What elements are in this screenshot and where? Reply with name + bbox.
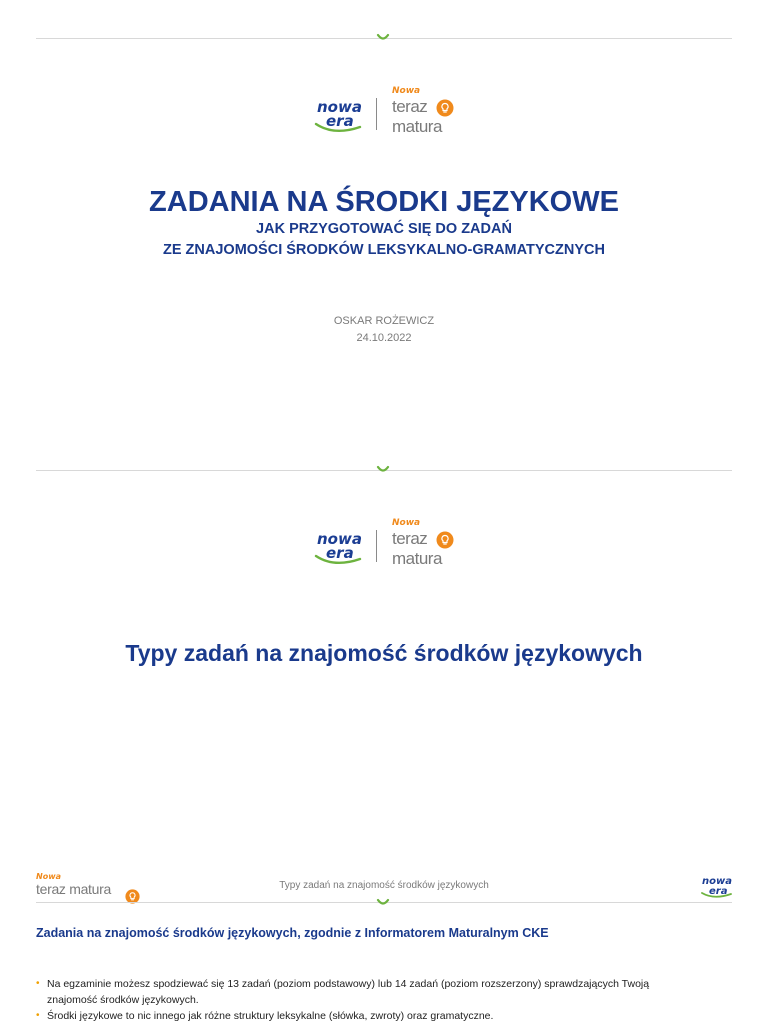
brand-logo xyxy=(314,86,464,142)
presentation-title: ZADANIA NA ŚRODKI JĘZYKOWE xyxy=(149,186,619,218)
nowa-era-line2: era xyxy=(709,886,728,897)
bullet-icon: • xyxy=(36,978,40,989)
bullet-text-line-2: znajomość środków językowych. xyxy=(47,994,199,1006)
matura-label: matura xyxy=(392,117,442,136)
slide-section xyxy=(0,432,768,864)
teraz-matura-logo xyxy=(386,518,466,574)
logo-divider xyxy=(376,98,377,130)
subtitle-line-1: JAK PRZYGOTOWAĆ SIĘ DO ZADAŃ xyxy=(256,221,512,237)
nowa-era-line1: nowa xyxy=(317,98,362,116)
smile-accent-icon xyxy=(376,33,390,41)
teraz-label: teraz xyxy=(392,529,428,548)
matura-label: matura xyxy=(392,549,442,568)
nowa-label: Nowa xyxy=(392,86,421,96)
nowa-label: Nowa xyxy=(36,872,61,881)
bullet-icon: • xyxy=(36,1010,40,1021)
presentation-date: 24.10.2022 xyxy=(356,332,412,344)
author-name: OSKAR ROŻEWICZ xyxy=(333,315,435,327)
nowa-label: Nowa xyxy=(392,518,421,528)
nowa-era-line2: era xyxy=(326,544,354,562)
list-item xyxy=(36,1008,726,1024)
brand-logo xyxy=(314,518,464,574)
nowa-era-logo xyxy=(700,874,734,898)
nowa-era-line1: nowa xyxy=(317,530,362,548)
lightbulb-icon xyxy=(436,531,454,549)
teraz-matura-logo xyxy=(386,86,466,142)
content-subtitle: Zadania na znajomość środków językowych, zgodnie z Informatorem Maturalnym CKE xyxy=(36,926,549,940)
nowa-era-line1: nowa xyxy=(702,876,732,887)
bullet-text-line-1: Na egzaminie możesz spodziewać się 13 zadań (poziom podstawowy) lub 14 zadań (poziom rozszerzony) sprawdzających Twoją xyxy=(47,978,650,990)
subtitle-line-2: ZE ZNAJOMOŚCI ŚRODKÓW LEKSYKALNO-GRAMATYCZNYCH xyxy=(163,242,605,258)
nowa-era-logo xyxy=(314,96,366,134)
section-title: Typy zadań na znajomość środków językowych xyxy=(125,640,643,666)
teraz-matura-label: teraz matura xyxy=(36,881,111,897)
lightbulb-icon xyxy=(436,99,454,117)
bullet-text-line-1: Środki językowe to nic innego jak różne struktury leksykalne (słówka, zwroty) oraz gramatyczne. xyxy=(47,1010,494,1022)
slide-content xyxy=(0,864,768,1024)
slide-title xyxy=(0,0,768,432)
nowa-era-logo xyxy=(314,528,366,566)
smile-accent-icon xyxy=(376,898,390,906)
slide-header-text: Typy zadań na znajomość środków językowych xyxy=(279,880,489,891)
nowa-era-line2: era xyxy=(326,112,354,130)
list-item xyxy=(36,976,726,1008)
teraz-label: teraz xyxy=(392,97,428,116)
smile-accent-icon xyxy=(376,465,390,473)
logo-divider xyxy=(376,530,377,562)
bullet-list xyxy=(36,976,726,1024)
